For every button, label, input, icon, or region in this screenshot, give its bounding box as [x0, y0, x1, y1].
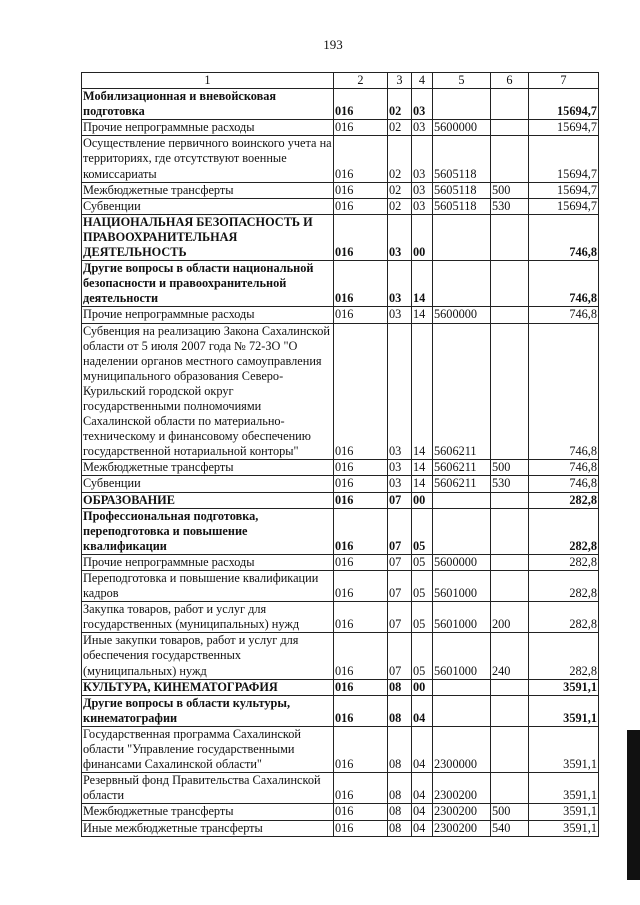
section-cell: 03 [388, 261, 412, 307]
subsection-cell: 03 [412, 89, 433, 120]
target-article-cell: 5600000 [433, 307, 491, 323]
ministry-code-cell: 016 [334, 460, 388, 476]
expense-type-cell: 530 [491, 476, 529, 492]
subsection-cell: 14 [412, 460, 433, 476]
subsection-cell: 03 [412, 136, 433, 182]
expense-type-cell: 240 [491, 633, 529, 679]
amount-cell: 15694,7 [529, 89, 599, 120]
ministry-code-cell: 016 [334, 773, 388, 804]
ministry-code-cell: 016 [334, 554, 388, 570]
name-cell: Профессиональная подготовка, переподготовка и повышение квалификации [82, 508, 334, 554]
expense-type-cell: 200 [491, 602, 529, 633]
table-row [82, 182, 599, 198]
name-cell: НАЦИОНАЛЬНАЯ БЕЗОПАСНОСТЬ И ПРАВООХРАНИТЕЛЬНАЯ ДЕЯТЕЛЬНОСТЬ [82, 214, 334, 260]
table-row [82, 773, 599, 804]
target-article-cell: 5601000 [433, 571, 491, 602]
target-article-cell [433, 695, 491, 726]
subsection-cell: 14 [412, 307, 433, 323]
header-cell: 7 [529, 73, 599, 89]
table-row [82, 554, 599, 570]
subsection-cell: 04 [412, 804, 433, 820]
expense-type-cell: 540 [491, 820, 529, 836]
section-cell: 07 [388, 633, 412, 679]
ministry-code-cell: 016 [334, 492, 388, 508]
name-cell: Прочие непрограммные расходы [82, 554, 334, 570]
name-cell: ОБРАЗОВАНИЕ [82, 492, 334, 508]
amount-cell: 746,8 [529, 460, 599, 476]
amount-cell: 15694,7 [529, 182, 599, 198]
subsection-cell: 05 [412, 571, 433, 602]
subsection-cell: 04 [412, 820, 433, 836]
name-cell: Переподготовка и повышение квалификации кадров [82, 571, 334, 602]
name-cell: Резервный фонд Правительства Сахалинской области [82, 773, 334, 804]
ministry-code-cell: 016 [334, 476, 388, 492]
ministry-code-cell: 016 [334, 136, 388, 182]
name-cell: КУЛЬТУРА, КИНЕМАТОГРАФИЯ [82, 679, 334, 695]
subsection-cell: 05 [412, 508, 433, 554]
amount-cell: 3591,1 [529, 695, 599, 726]
section-cell: 02 [388, 136, 412, 182]
ministry-code-cell: 016 [334, 633, 388, 679]
name-cell: Межбюджетные трансферты [82, 804, 334, 820]
budget-table [81, 72, 599, 837]
ministry-code-cell: 016 [334, 182, 388, 198]
subsection-cell: 00 [412, 679, 433, 695]
section-cell: 07 [388, 554, 412, 570]
table-row [82, 804, 599, 820]
target-article-cell: 5606211 [433, 323, 491, 460]
subsection-cell: 04 [412, 773, 433, 804]
ministry-code-cell: 016 [334, 820, 388, 836]
ministry-code-cell: 016 [334, 261, 388, 307]
amount-cell: 3591,1 [529, 804, 599, 820]
target-article-cell: 5606211 [433, 476, 491, 492]
expense-type-cell [491, 136, 529, 182]
subsection-cell: 14 [412, 476, 433, 492]
subsection-cell: 05 [412, 554, 433, 570]
section-cell: 08 [388, 695, 412, 726]
table-row [82, 89, 599, 120]
subsection-cell: 00 [412, 492, 433, 508]
section-cell: 03 [388, 323, 412, 460]
table-row [82, 214, 599, 260]
ministry-code-cell: 016 [334, 120, 388, 136]
table-row [82, 198, 599, 214]
section-cell: 08 [388, 726, 412, 772]
target-article-cell: 5600000 [433, 554, 491, 570]
table-row [82, 602, 599, 633]
amount-cell: 282,8 [529, 571, 599, 602]
target-article-cell [433, 679, 491, 695]
section-cell: 08 [388, 773, 412, 804]
target-article-cell [433, 89, 491, 120]
name-cell: Другие вопросы в области культуры, кинематографии [82, 695, 334, 726]
table-header-row [82, 73, 599, 89]
name-cell: Прочие непрограммные расходы [82, 120, 334, 136]
section-cell: 02 [388, 198, 412, 214]
table-row [82, 726, 599, 772]
table-row [82, 679, 599, 695]
name-cell: Иные межбюджетные трансферты [82, 820, 334, 836]
header-cell: 3 [388, 73, 412, 89]
amount-cell: 3591,1 [529, 773, 599, 804]
table-row [82, 820, 599, 836]
expense-type-cell: 500 [491, 804, 529, 820]
amount-cell: 15694,7 [529, 120, 599, 136]
amount-cell: 15694,7 [529, 198, 599, 214]
name-cell: Субвенции [82, 198, 334, 214]
subsection-cell: 05 [412, 602, 433, 633]
target-article-cell: 5600000 [433, 120, 491, 136]
section-cell: 03 [388, 476, 412, 492]
subsection-cell: 04 [412, 726, 433, 772]
ministry-code-cell: 016 [334, 726, 388, 772]
subsection-cell: 14 [412, 323, 433, 460]
subsection-cell: 03 [412, 198, 433, 214]
name-cell: Другие вопросы в области национальной безопасности и правоохранительной деятельности [82, 261, 334, 307]
name-cell: Субвенция на реализацию Закона Сахалинской области от 5 июля 2007 года № 72-ЗО "О наделении органов местного самоуправления муниципального образования Северо-Курильский городской округ государственными полномочиями Сахалинской области по материально-техническому и финансовому обеспечению государственной нотариальной конторы" [82, 323, 334, 460]
section-cell: 02 [388, 182, 412, 198]
subsection-cell: 00 [412, 214, 433, 260]
expense-type-cell [491, 726, 529, 772]
expense-type-cell [491, 261, 529, 307]
ministry-code-cell: 016 [334, 695, 388, 726]
amount-cell: 282,8 [529, 508, 599, 554]
ministry-code-cell: 016 [334, 679, 388, 695]
subsection-cell: 04 [412, 695, 433, 726]
table-row [82, 695, 599, 726]
table-row [82, 307, 599, 323]
name-cell: Государственная программа Сахалинской области "Управление государственными финансами Сахалинской области" [82, 726, 334, 772]
target-article-cell [433, 492, 491, 508]
expense-type-cell [491, 679, 529, 695]
amount-cell: 746,8 [529, 476, 599, 492]
subsection-cell: 14 [412, 261, 433, 307]
target-article-cell: 5606211 [433, 460, 491, 476]
name-cell: Мобилизационная и вневойсковая подготовка [82, 89, 334, 120]
section-cell: 08 [388, 804, 412, 820]
section-cell: 08 [388, 679, 412, 695]
section-cell: 08 [388, 820, 412, 836]
name-cell: Закупка товаров, работ и услуг для государственных (муниципальных) нужд [82, 602, 334, 633]
table-row [82, 492, 599, 508]
table-row [82, 136, 599, 182]
ministry-code-cell: 016 [334, 214, 388, 260]
section-cell: 07 [388, 508, 412, 554]
expense-type-cell [491, 508, 529, 554]
name-cell: Иные закупки товаров, работ и услуг для обеспечения государственных (муниципальных) нужд [82, 633, 334, 679]
section-cell: 07 [388, 492, 412, 508]
amount-cell: 746,8 [529, 307, 599, 323]
expense-type-cell [491, 89, 529, 120]
target-article-cell [433, 261, 491, 307]
expense-type-cell [491, 773, 529, 804]
ministry-code-cell: 016 [334, 571, 388, 602]
target-article-cell: 5605118 [433, 198, 491, 214]
expense-type-cell [491, 554, 529, 570]
target-article-cell: 2300200 [433, 773, 491, 804]
expense-type-cell [491, 214, 529, 260]
amount-cell: 15694,7 [529, 136, 599, 182]
expense-type-cell: 500 [491, 460, 529, 476]
target-article-cell: 5605118 [433, 136, 491, 182]
amount-cell: 746,8 [529, 214, 599, 260]
amount-cell: 746,8 [529, 261, 599, 307]
name-cell: Осуществление первичного воинского учета на территориях, где отсутствуют военные комиссариаты [83, 136, 332, 181]
table-row [82, 460, 599, 476]
table-row [82, 261, 599, 307]
header-cell: 5 [433, 73, 491, 89]
table-row [82, 633, 599, 679]
ministry-code-cell: 016 [334, 198, 388, 214]
section-cell: 03 [388, 307, 412, 323]
target-article-cell [433, 214, 491, 260]
amount-cell: 3591,1 [529, 726, 599, 772]
amount-cell: 282,8 [529, 554, 599, 570]
ministry-code-cell: 016 [334, 602, 388, 633]
ministry-code-cell: 016 [334, 804, 388, 820]
table-row [82, 571, 599, 602]
table-row [82, 120, 599, 136]
target-article-cell: 2300200 [433, 820, 491, 836]
ministry-code-cell: 016 [334, 508, 388, 554]
target-article-cell: 5601000 [433, 633, 491, 679]
section-cell: 07 [388, 602, 412, 633]
target-article-cell: 5605118 [433, 182, 491, 198]
ministry-code-cell: 016 [334, 89, 388, 120]
subsection-cell: 05 [412, 633, 433, 679]
amount-cell: 282,8 [529, 633, 599, 679]
ministry-code-cell: 016 [334, 307, 388, 323]
amount-cell: 3591,1 [529, 679, 599, 695]
section-cell: 02 [388, 120, 412, 136]
target-article-cell [433, 508, 491, 554]
expense-type-cell: 530 [491, 198, 529, 214]
section-cell: 03 [388, 460, 412, 476]
subsection-cell: 03 [412, 120, 433, 136]
expense-type-cell: 500 [491, 182, 529, 198]
header-cell: 2 [334, 73, 388, 89]
name-cell: Субвенции [82, 476, 334, 492]
name-cell: Прочие непрограммные расходы [82, 307, 334, 323]
amount-cell: 746,8 [529, 323, 599, 460]
table-row [82, 476, 599, 492]
header-cell: 6 [491, 73, 529, 89]
section-cell: 07 [388, 571, 412, 602]
expense-type-cell [491, 492, 529, 508]
expense-type-cell [491, 307, 529, 323]
table-row [82, 323, 599, 460]
header-cell: 1 [82, 73, 334, 89]
expense-type-cell [491, 120, 529, 136]
section-cell: 03 [388, 214, 412, 260]
ministry-code-cell: 016 [334, 323, 388, 460]
scan-edge-mark [627, 730, 640, 880]
target-article-cell: 2300000 [433, 726, 491, 772]
subsection-cell: 03 [412, 182, 433, 198]
name-cell: Межбюджетные трансферты [82, 182, 334, 198]
amount-cell: 3591,1 [529, 820, 599, 836]
expense-type-cell [491, 323, 529, 460]
table-row [82, 508, 599, 554]
name-cell: Межбюджетные трансферты [82, 460, 334, 476]
expense-type-cell [491, 695, 529, 726]
page-number: 193 [323, 37, 343, 52]
target-article-cell: 5601000 [433, 602, 491, 633]
target-article-cell: 2300200 [433, 804, 491, 820]
amount-cell: 282,8 [529, 492, 599, 508]
section-cell: 02 [388, 89, 412, 120]
expense-type-cell [491, 571, 529, 602]
header-cell: 4 [412, 73, 433, 89]
amount-cell: 282,8 [529, 602, 599, 633]
